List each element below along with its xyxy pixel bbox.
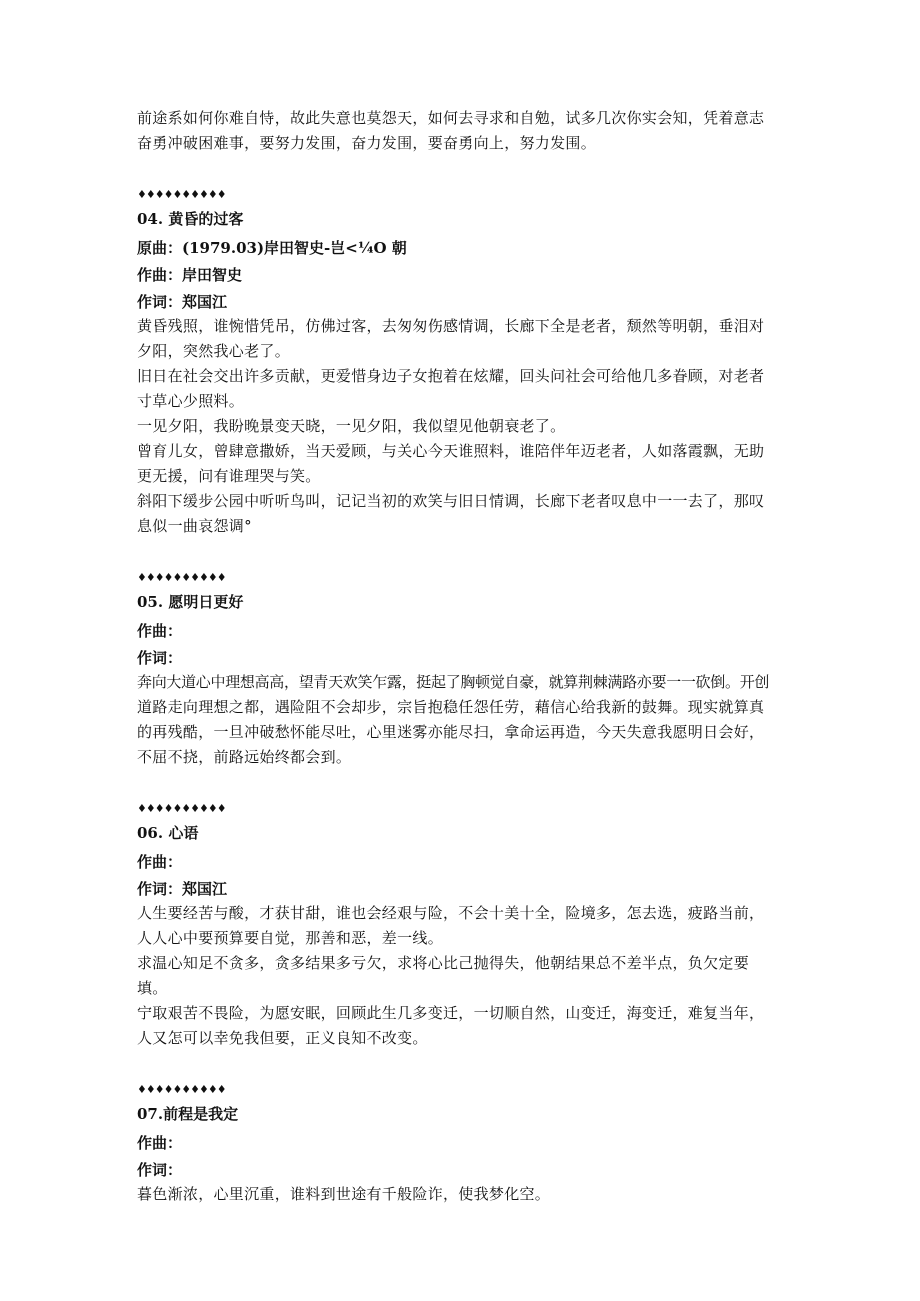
lyric-line: 暮色渐浓，心里沉重，谁料到世途有千般险诈，使我梦化空。 bbox=[137, 1185, 551, 1203]
intro-line: 奋勇冲破困难事，要努力发围，奋力发围，要奋勇向上，努力发围。 bbox=[137, 134, 597, 152]
lyric-line: 道路走向理想之都，遇险阻不会却步，宗旨抱稳任怨任劳，藉信心给我新的鼓舞。现实就算真 bbox=[137, 698, 765, 716]
song-section bbox=[137, 182, 787, 539]
song-section bbox=[137, 1077, 787, 1207]
lyric-line: 一见夕阳，我盼晚景变天晓，一见夕阳，我似望见他朝衰老了。 bbox=[137, 417, 566, 435]
lyric-line: 的再残酷，一旦冲破愁怀能尽吐，心里迷雾亦能尽扫，拿命运再造，今天失意我愿明日会好， bbox=[137, 723, 765, 741]
lyric-line: 更无援，问有谁理哭与笑。 bbox=[137, 467, 321, 485]
song-meta-original: 原曲：(1979.03)岸田智史-岂<¼O 朝 bbox=[137, 239, 407, 257]
song-meta-composer: 作曲： bbox=[137, 1134, 183, 1152]
lyric-line: 人又怎可以幸免我但要，正义良知不改变。 bbox=[137, 1029, 428, 1047]
song-meta-composer: 作曲：岸田智史 bbox=[137, 266, 243, 284]
lyric-line: 夕阳，突然我心老了。 bbox=[137, 342, 291, 360]
document-page bbox=[137, 106, 787, 1207]
song-section bbox=[137, 796, 787, 1051]
separator-diamonds: ♦♦♦♦♦♦♦♦♦♦ bbox=[137, 1083, 226, 1096]
lyric-line: 填。 bbox=[137, 979, 168, 997]
lyric-line: 奔向大道心中理想高高，望青天欢笑乍露，挺起了胸顿觉自豪，就算荆棘满路亦要一一砍倒。开创 bbox=[137, 673, 770, 691]
intro-line: 前途系如何你难自恃，故此失意也莫怨天，如何去寻求和自勉，试多几次你实会知，凭着意志 bbox=[137, 109, 765, 127]
lyric-line: 斜阳下缓步公园中听听鸟叫，记记当初的欢笑与旧日情调，长廊下老者叹息中一一去了，那叹 bbox=[137, 492, 765, 510]
lyric-line: 宁取艰苦不畏险，为愿安眠，回顾此生几多变迁，一切顺自然，山变迁，海变迁，难复当年， bbox=[137, 1004, 765, 1022]
lyric-line: 息似一曲哀怨调° bbox=[137, 517, 252, 535]
lyric-line: 寸草心少照料。 bbox=[137, 392, 245, 410]
song-title: 06. 心语 bbox=[137, 824, 199, 842]
song-meta-lyricist: 作词：郑国江 bbox=[137, 293, 228, 311]
song-meta-composer: 作曲： bbox=[137, 853, 183, 871]
lyric-line: 旧日在社会交出许多贡献，更爱惜身边子女抱着在炫耀，回头问社会可给他几多眷顾，对老者 bbox=[137, 367, 765, 385]
lyric-line: 曾育儿女，曾肆意撒娇，当天爱顾，与关心今天谁照料，谁陪伴年迈老者，人如落霞飘，无助 bbox=[137, 442, 765, 460]
song-title: 04. 黄昏的过客 bbox=[137, 210, 244, 228]
song-title: 05. 愿明日更好 bbox=[137, 593, 244, 611]
lyric-line: 黄昏残照，谁惋惜凭吊，仿佛过客，去匆匆伤感情调，长廊下全是老者，颓然等明朝，垂泪对 bbox=[137, 317, 765, 335]
song-title: 07.前程是我定 bbox=[137, 1105, 239, 1123]
song-meta-composer: 作曲： bbox=[137, 622, 183, 640]
separator-diamonds: ♦♦♦♦♦♦♦♦♦♦ bbox=[137, 571, 226, 584]
song-meta-lyricist: 作词： bbox=[137, 1161, 183, 1179]
separator-diamonds: ♦♦♦♦♦♦♦♦♦♦ bbox=[137, 802, 226, 815]
lyric-line: 人人心中要预算要自觉，那善和恶，差一线。 bbox=[137, 929, 444, 947]
song-section bbox=[137, 565, 787, 770]
lyric-line: 人生要经苦与酸，才获甘甜，谁也会经艰与险，不会十美十全，险境多，怎去选，疲路当前， bbox=[137, 904, 765, 922]
separator-diamonds: ♦♦♦♦♦♦♦♦♦♦ bbox=[137, 188, 226, 201]
song-meta-lyricist: 作词：郑国江 bbox=[137, 880, 228, 898]
lyric-line: 不屈不挠，前路远始终都会到。 bbox=[137, 748, 352, 766]
song-meta-lyricist: 作词： bbox=[137, 649, 183, 667]
lyric-line: 求温心知足不贪多，贪多结果多亏欠，求将心比己抛得失，他朝结果总不差半点，负欠定要 bbox=[137, 954, 750, 972]
